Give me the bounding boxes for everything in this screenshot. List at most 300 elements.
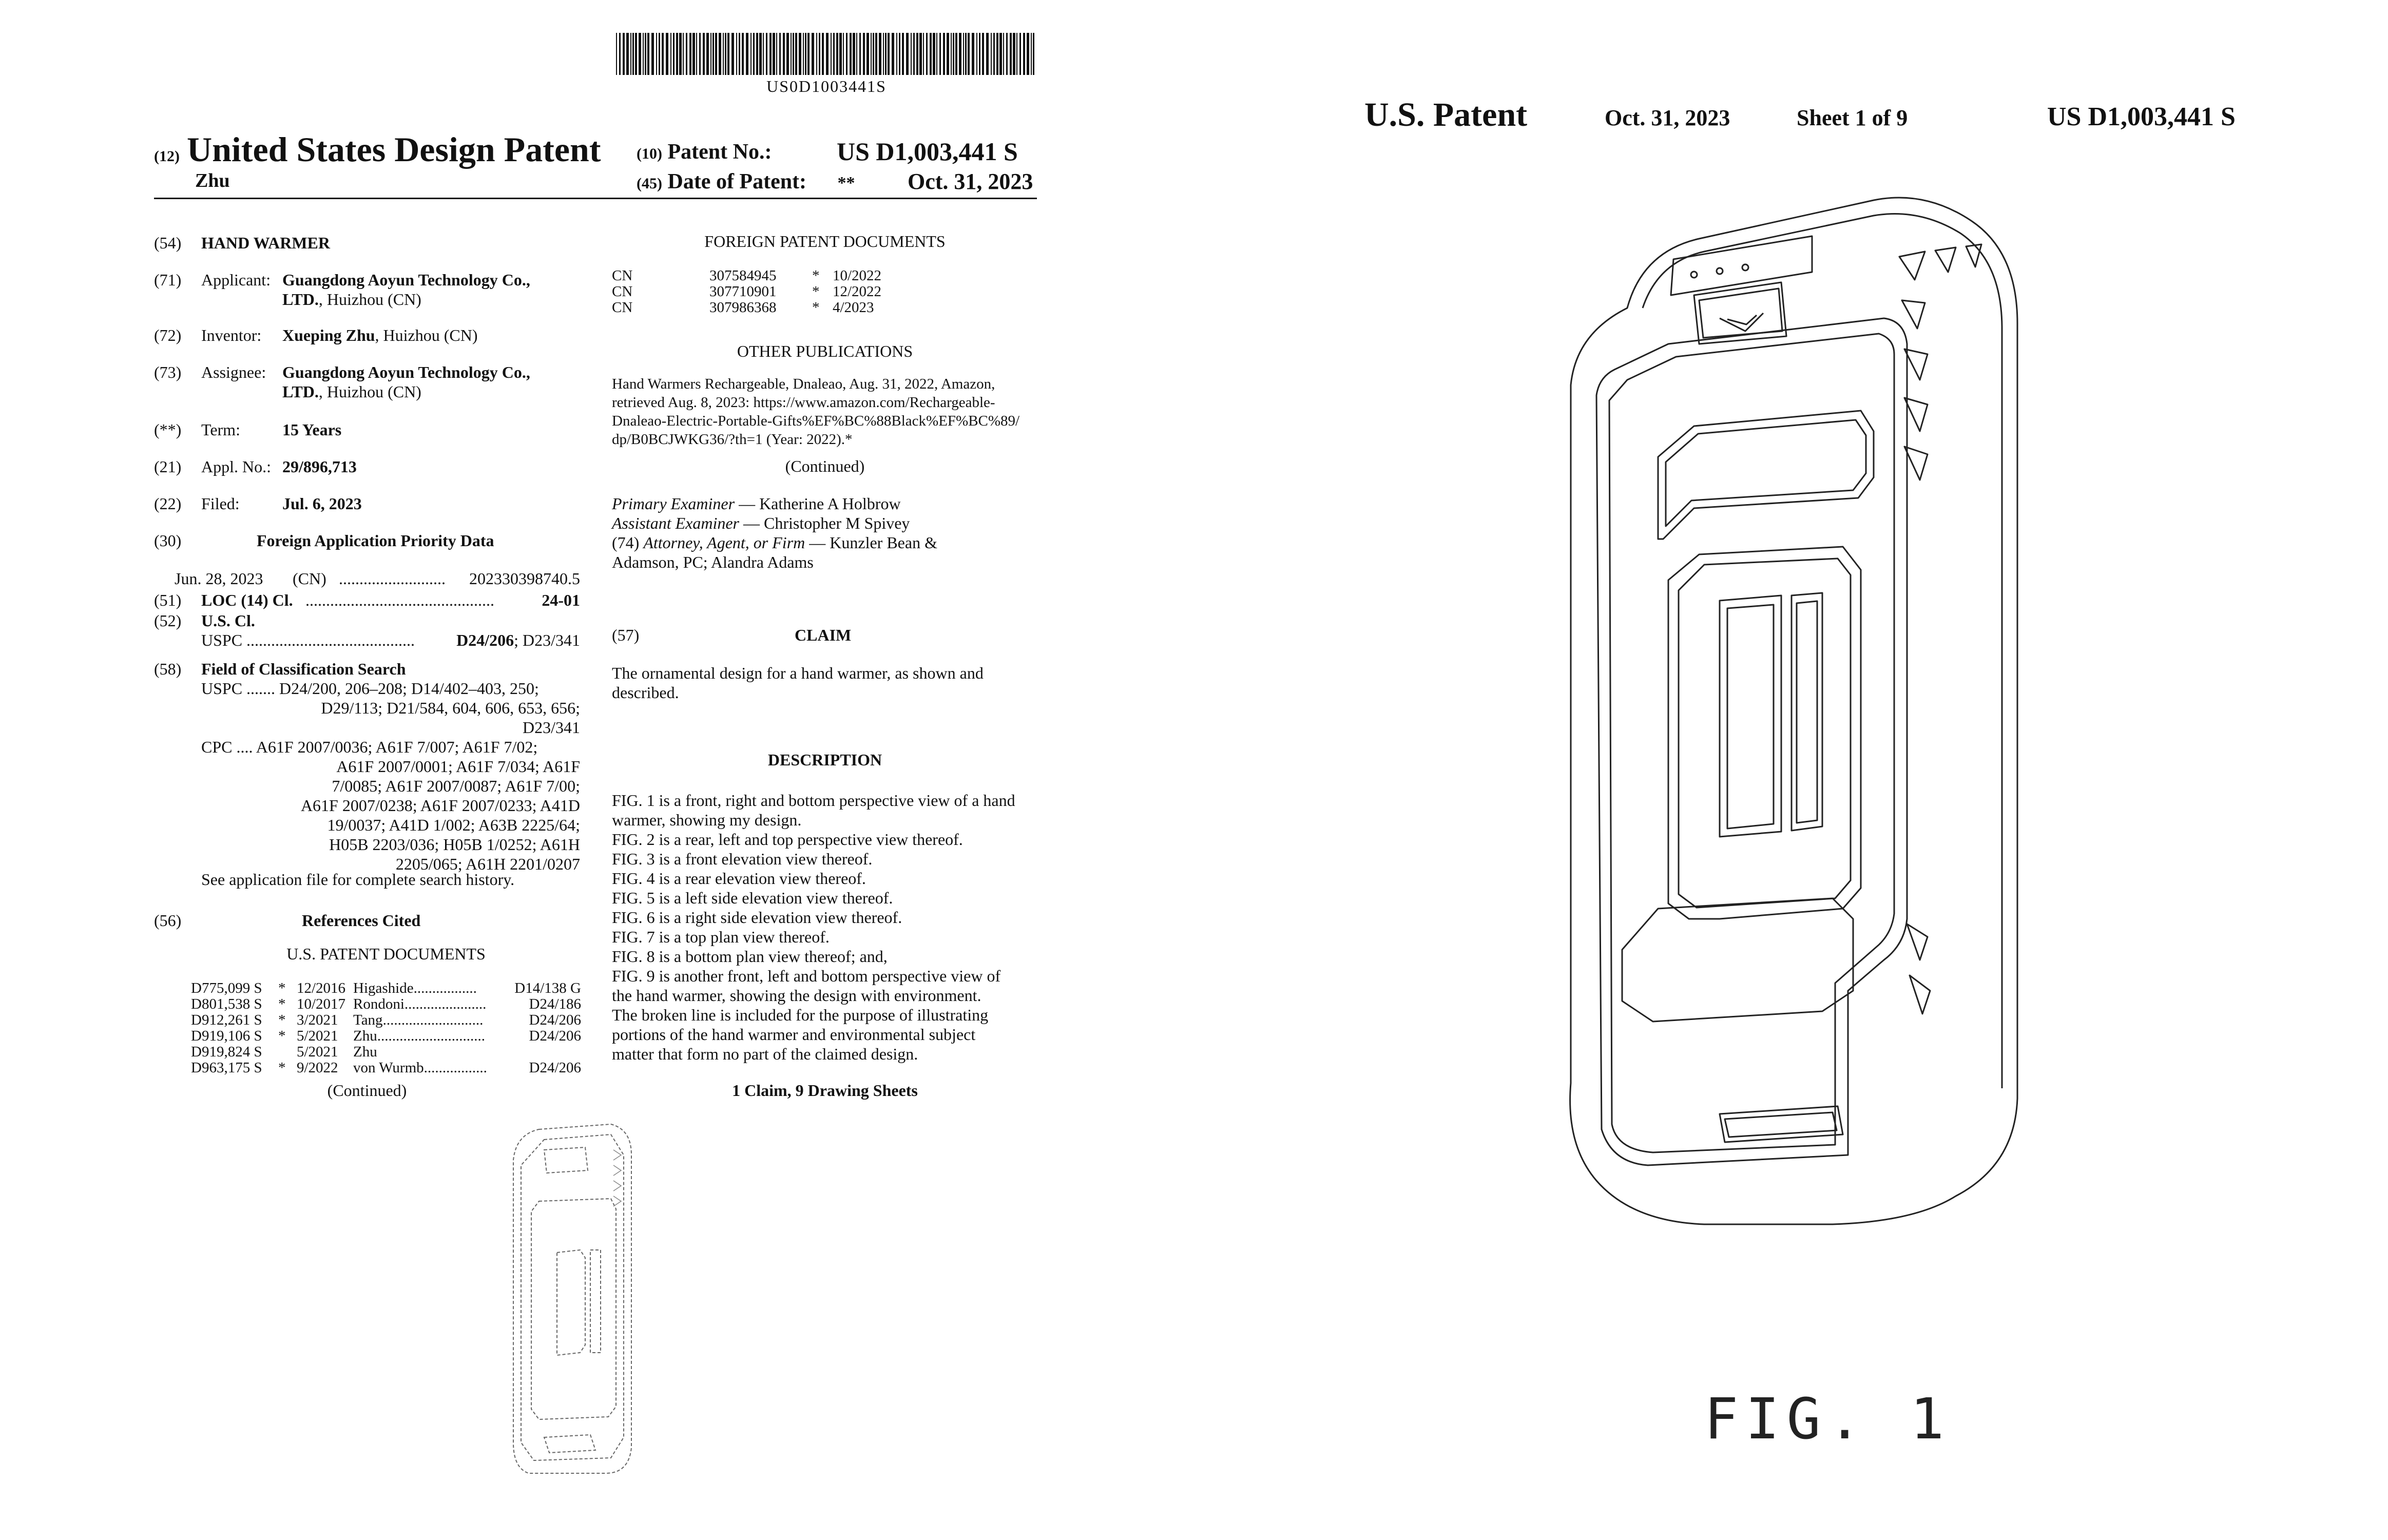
appl-no-value: 29/896,713 — [282, 457, 357, 476]
ref-name — [353, 980, 514, 996]
barcode-bar — [853, 33, 855, 75]
barcode-bar — [1003, 33, 1004, 75]
ref-inventor: Zhu — [353, 1044, 377, 1060]
barcode-bar — [742, 33, 744, 75]
barcode-bar — [883, 33, 884, 75]
barcode-bar — [1023, 33, 1025, 75]
ref-name — [353, 1012, 529, 1028]
barcode-bar — [923, 33, 924, 75]
ref-star — [278, 1044, 297, 1060]
field-code: (**) — [154, 420, 182, 439]
barcode-bar — [850, 33, 852, 75]
title-code: (12) — [154, 148, 180, 165]
barcode-bar — [863, 33, 865, 75]
patent-date-mark: ** — [837, 174, 855, 192]
barcode-bar — [1016, 33, 1017, 75]
search-classes — [201, 679, 580, 874]
barcode-bar — [846, 33, 848, 75]
ref-name — [353, 1060, 529, 1076]
barcode-bar — [779, 33, 781, 75]
barcode-bar — [656, 33, 657, 75]
patent-number: US D1,003,441 S — [837, 137, 1018, 166]
priority-row — [175, 569, 580, 588]
field-code: (71) — [154, 271, 182, 289]
description-line: warmer, showing my design. — [612, 811, 802, 829]
barcode-bar — [647, 33, 649, 75]
claim-line: The ornamental design for a hand warmer, as shown and — [612, 664, 984, 682]
barcode-bar — [727, 33, 729, 75]
ref-class: D14/138 G — [514, 980, 581, 996]
ref-leader: ........................... — [382, 1012, 484, 1028]
barcode-bar — [965, 33, 967, 75]
barcode-bar — [616, 33, 617, 75]
barcode-bar — [686, 33, 687, 75]
assignee-name: Guangdong Aoyun Technology Co., — [282, 363, 530, 381]
applicant-name-cont: LTD. — [282, 290, 319, 309]
other-pubs-heading: OTHER PUBLICATIONS — [737, 342, 913, 360]
examiners — [612, 494, 1038, 572]
assignee-location: , Huizhou (CN) — [318, 382, 421, 401]
loc-leader: .............................................. — [305, 591, 494, 609]
barcode-bar — [826, 33, 829, 75]
fp-date: 4/2023 — [833, 299, 874, 316]
attorney: — Kunzler Bean & — [805, 533, 937, 552]
barcode-bar — [843, 33, 844, 75]
barcode-bar — [706, 33, 709, 75]
uspc-label: USPC — [201, 631, 243, 649]
barcode-bar — [911, 33, 912, 75]
barcode-bar — [866, 33, 869, 75]
fp-star: * — [812, 267, 820, 284]
barcode-bar — [805, 33, 806, 75]
title-text: United States Design Patent — [186, 130, 601, 169]
claims-drawings-count: 1 Claim, 9 Drawing Sheets — [732, 1081, 918, 1100]
barcode-bar — [856, 33, 857, 75]
patent-number-label — [637, 140, 772, 164]
us-patent-table — [191, 980, 581, 1076]
ref-leader: ................. — [413, 980, 477, 996]
barcode-bar — [885, 33, 887, 75]
primary-examiner: — Katherine A Holbrow — [735, 494, 901, 513]
patent-date-label-text: Date of Patent: — [667, 170, 807, 194]
barcode-bar — [662, 33, 664, 75]
barcode-bar — [723, 33, 724, 75]
barcode-bar — [659, 33, 660, 75]
barcode-bar — [676, 33, 678, 75]
us-patent-row — [191, 1028, 581, 1044]
barcode-bar — [936, 33, 937, 75]
barcode-bar — [651, 33, 654, 75]
barcode-bar — [635, 33, 637, 75]
barcode-bar — [879, 33, 881, 75]
barcode-bar — [803, 33, 804, 75]
barcode-bar — [643, 33, 644, 75]
foreign-patent-table — [612, 268, 894, 316]
ref-number: D919,824 S — [191, 1044, 262, 1060]
barcode-bar — [993, 33, 995, 75]
description-line: FIG. 1 is a front, right and bottom perspective view of a hand — [612, 791, 1015, 810]
barcode-bar — [719, 33, 721, 75]
patent-number-label-text: Patent No.: — [667, 140, 772, 164]
barcode-bar — [839, 33, 842, 75]
fp-star: * — [812, 299, 820, 316]
claim-text — [612, 663, 1038, 702]
cpc-search-line: CPC .... A61F 2007/0036; A61F 7/007; A61F 7/02; — [201, 738, 538, 756]
priority-number: 202330398740.5 — [469, 569, 580, 588]
ref-date: 3/2021 — [297, 1012, 338, 1028]
barcode-bar — [899, 33, 900, 75]
foreign-patent-row — [612, 284, 894, 300]
barcode-bar — [833, 33, 835, 75]
barcode-bar — [766, 33, 767, 75]
claim-line: described. — [612, 683, 679, 702]
barcode-bar — [773, 33, 775, 75]
barcode-bar — [873, 33, 874, 75]
inventor-name: Xueping Zhu — [282, 326, 375, 344]
ref-star: * — [278, 980, 286, 996]
barcode-bar — [896, 33, 897, 75]
barcode-bar — [991, 33, 992, 75]
barcode-bar — [666, 33, 668, 75]
barcode-bar — [913, 33, 915, 75]
us-patent-row — [191, 1060, 581, 1076]
ref-inventor: Higashide — [353, 980, 414, 996]
barcode-bar — [919, 33, 922, 75]
field-code: (51) — [154, 591, 182, 609]
barcode-bar — [630, 33, 631, 75]
barcode-bar — [769, 33, 772, 75]
ref-leader: ...................... — [404, 996, 487, 1012]
description-line: the hand warmer, showing the design with environment. — [612, 986, 981, 1005]
barcode-bar — [812, 33, 814, 75]
barcode-bar — [1031, 33, 1032, 75]
references-heading: References Cited — [302, 911, 421, 930]
fp-country: CN — [612, 267, 633, 284]
priority-leader: .......................... — [339, 569, 446, 588]
barcode-bar — [943, 33, 945, 75]
ref-star: * — [278, 1028, 286, 1044]
barcode-bar — [963, 33, 964, 75]
barcode-bar — [786, 33, 789, 75]
ref-star: * — [278, 1012, 286, 1028]
ref-date: 5/2021 — [297, 1044, 338, 1060]
field-code: (58) — [154, 660, 182, 678]
ref-number: D963,175 S — [191, 1060, 262, 1076]
uspc-leader: ......................................... — [246, 631, 415, 649]
barcode-bar — [753, 33, 755, 75]
field-code: (73) — [154, 363, 182, 381]
field-code: (54) — [154, 234, 182, 252]
sheet-number: Sheet 1 of 9 — [1797, 105, 1908, 130]
figure-label: FIG. 1 — [1704, 1386, 1952, 1452]
description-line: matter that form no part of the claimed design. — [612, 1045, 918, 1063]
fp-date: 12/2022 — [833, 283, 882, 300]
barcode-bar — [696, 33, 697, 75]
barcode-bar — [739, 33, 740, 75]
barcode-bar — [670, 33, 671, 75]
other-pub-line: retrieved Aug. 8, 2023: https://www.amazon.com/Rechargeable- — [612, 394, 995, 411]
description-line: FIG. 9 is another front, left and bottom perspective view of — [612, 967, 1001, 985]
field-label: Filed: — [201, 494, 240, 513]
barcode-bar — [689, 33, 691, 75]
fp-number: 307710901 — [709, 283, 777, 300]
barcode-bar — [715, 33, 717, 75]
other-pubs-continued: (Continued) — [785, 457, 865, 475]
barcode-bar — [822, 33, 824, 75]
description-line: The broken line is included for the purpose of illustrating — [612, 1006, 989, 1024]
barcode-bar — [793, 33, 794, 75]
foreign-patent-row — [612, 268, 894, 284]
field-code: (72) — [154, 326, 182, 344]
barcode-bar — [776, 33, 777, 75]
inventor-location: , Huizhou (CN) — [375, 326, 478, 344]
barcode-bar — [953, 33, 954, 75]
ref-inventor: Tang — [353, 1012, 383, 1028]
barcode-bar — [807, 33, 810, 75]
field-code: (22) — [154, 494, 182, 513]
barcode-number: US0D1003441S — [766, 77, 887, 95]
us-cl-label: U.S. Cl. — [201, 611, 255, 630]
search-label: Field of Classification Search — [201, 660, 406, 678]
ref-inventor: von Wurmb — [353, 1060, 424, 1076]
barcode-bar — [906, 33, 909, 75]
cpc-search-line: 7/0085; A61F 2007/0087; A61F 7/00; — [332, 777, 580, 795]
loc-label: LOC (14) Cl. — [201, 591, 293, 609]
search-note: See application file for complete search history. — [201, 870, 515, 889]
ref-leader: ............................. — [377, 1028, 485, 1044]
field-code: (52) — [154, 611, 182, 630]
uspc-search-line: D29/113; D21/584, 604, 606, 653, 656; — [321, 699, 580, 717]
barcode-bar — [871, 33, 872, 75]
ref-date: 9/2022 — [297, 1060, 338, 1076]
barcode — [616, 33, 1037, 75]
sheet-date: Oct. 31, 2023 — [1605, 105, 1730, 130]
cpc-search-line: A61F 2007/0001; A61F 7/034; A61F — [336, 757, 580, 776]
field-label: Assignee: — [201, 363, 266, 381]
fig1-drawing — [1566, 190, 2028, 1227]
fp-date: 10/2022 — [833, 267, 882, 284]
barcode-bar — [979, 33, 980, 75]
other-pub-line: Dnaleao-Electric-Portable-Gifts%EF%BC%88Black%EF%BC%89/ — [612, 413, 1020, 429]
barcode-bar — [791, 33, 792, 75]
field-code: (56) — [154, 911, 182, 930]
barcode-bar — [976, 33, 977, 75]
barcode-bar — [626, 33, 629, 75]
barcode-bar — [947, 33, 949, 75]
ref-leader: ................. — [423, 1060, 487, 1076]
barcode-bar — [939, 33, 941, 75]
fp-country: CN — [612, 299, 633, 316]
ref-date: 5/2021 — [297, 1028, 338, 1044]
ref-name — [353, 1044, 581, 1060]
patent-type-title — [154, 129, 601, 170]
sheet-patent-label: U.S. Patent — [1364, 96, 1528, 133]
barcode-bar — [972, 33, 974, 75]
claim-heading: CLAIM — [795, 626, 852, 644]
barcode-bar — [1033, 33, 1034, 75]
field-code: (21) — [154, 457, 182, 476]
ref-number: D801,538 S — [191, 996, 262, 1012]
barcode-bar — [639, 33, 641, 75]
barcode-bar — [836, 33, 838, 75]
barcode-bar — [645, 33, 646, 75]
fp-number: 307584945 — [709, 267, 777, 284]
ref-number: D912,261 S — [191, 1012, 262, 1028]
foreign-docs-heading: FOREIGN PATENT DOCUMENTS — [704, 232, 946, 251]
barcode-bar — [1006, 33, 1008, 75]
primary-examiner-label: Primary Examiner — [612, 494, 735, 513]
description-line: FIG. 5 is a left side elevation view thereof. — [612, 889, 893, 907]
ref-number: D919,106 S — [191, 1028, 262, 1044]
barcode-bar — [819, 33, 820, 75]
barcode-bar — [982, 33, 984, 75]
barcode-bar — [1010, 33, 1012, 75]
us-patent-row — [191, 1044, 581, 1060]
barcode-bar — [673, 33, 675, 75]
barcode-bar — [699, 33, 701, 75]
description-line: FIG. 3 is a front elevation view thereof. — [612, 850, 873, 868]
barcode-bar — [951, 33, 952, 75]
barcode-bar — [892, 33, 894, 75]
header-rule — [154, 198, 1037, 199]
barcode-bar — [930, 33, 932, 75]
patent-number-code: (10) — [637, 145, 662, 162]
ref-class: D24/206 — [529, 1028, 581, 1044]
barcode-bar — [692, 33, 695, 75]
description-text — [612, 791, 1038, 1064]
cpc-search-line: H05B 2203/036; H05B 1/0252; A61H — [329, 835, 580, 854]
uspc-secondary: ; D23/341 — [514, 631, 580, 649]
barcode-bar — [968, 33, 970, 75]
barcode-bar — [959, 33, 961, 75]
description-line: FIG. 8 is a bottom plan view thereof; and, — [612, 947, 888, 966]
field-code: (30) — [154, 531, 182, 550]
patent-date-label — [637, 169, 855, 194]
assistant-examiner: — Christopher M Spivey — [739, 514, 910, 532]
claim-code: (57) — [612, 626, 640, 644]
barcode-bar — [703, 33, 705, 75]
field-label: Appl. No.: — [201, 457, 271, 476]
priority-date: Jun. 28, 2023 — [175, 569, 263, 588]
fp-star: * — [812, 283, 820, 300]
other-pub-line: dp/B0BCJWKG36/?th=1 (Year: 2022).* — [612, 431, 853, 448]
applicant-location: , Huizhou (CN) — [318, 290, 421, 309]
cpc-search-line: 19/0037; A41D 1/002; A63B 2225/64; — [327, 816, 580, 834]
us-patent-row — [191, 980, 581, 996]
us-patent-docs-heading: U.S. PATENT DOCUMENTS — [286, 945, 486, 963]
barcode-bar — [712, 33, 714, 75]
barcode-bar — [1013, 33, 1015, 75]
barcode-bar — [731, 33, 734, 75]
thumbnail-drawing — [508, 1119, 637, 1478]
other-pubs-text — [612, 375, 1038, 449]
priority-heading: Foreign Application Priority Data — [257, 531, 494, 550]
barcode-bar — [799, 33, 801, 75]
barcode-bar — [759, 33, 762, 75]
barcode-bar — [683, 33, 684, 75]
barcode-bar — [902, 33, 904, 75]
barcode-bar — [888, 33, 890, 75]
description-line: portions of the hand warmer and environmental subject — [612, 1025, 976, 1044]
barcode-bar — [916, 33, 918, 75]
cpc-search-line: A61F 2007/0238; A61F 2007/0233; A41D — [300, 796, 580, 815]
fp-number: 307986368 — [709, 299, 777, 316]
barcode-bar — [750, 33, 752, 75]
ref-name — [353, 996, 529, 1012]
foreign-patent-row — [612, 300, 894, 316]
barcode-bar — [986, 33, 989, 75]
ref-class: D24/186 — [529, 996, 581, 1012]
filed-value: Jul. 6, 2023 — [282, 494, 362, 513]
field-label: Applicant: — [201, 271, 271, 289]
description-line: FIG. 6 is a right side elevation view thereof. — [612, 908, 902, 927]
barcode-bar — [632, 33, 634, 75]
fp-country: CN — [612, 283, 633, 300]
uspc-search-line: D23/341 — [523, 718, 580, 737]
barcode-bar — [736, 33, 737, 75]
references-continued: (Continued) — [327, 1081, 407, 1100]
barcode-bar — [783, 33, 785, 75]
barcode-bar — [859, 33, 861, 75]
design-title: HAND WARMER — [201, 234, 330, 252]
patent-date-code: (45) — [637, 175, 662, 192]
field-label: Inventor: — [201, 326, 262, 344]
barcode-bar — [746, 33, 748, 75]
barcode-bar — [679, 33, 682, 75]
ref-number: D775,099 S — [191, 980, 262, 996]
ref-inventor: Rondoni — [353, 996, 405, 1012]
assignee-name-cont: LTD. — [282, 382, 319, 401]
term-value: 15 Years — [282, 420, 342, 439]
field-label: Term: — [201, 420, 240, 439]
cpc-search-line: 2205/065; A61H 2201/0207 — [395, 855, 580, 873]
description-line: FIG. 2 is a rear, left and top perspective view thereof. — [612, 830, 963, 849]
us-patent-row — [191, 996, 581, 1012]
barcode-bar — [1019, 33, 1021, 75]
ref-star: * — [278, 1060, 286, 1076]
barcode-bar — [795, 33, 797, 75]
assistant-examiner-label: Assistant Examiner — [612, 514, 739, 532]
description-line: FIG. 7 is a top plan view thereof. — [612, 928, 830, 946]
attorney-code: (74) — [612, 533, 640, 552]
barcode-bar — [926, 33, 928, 75]
us-patent-row — [191, 1012, 581, 1028]
header-inventor: Zhu — [195, 170, 230, 191]
applicant-name: Guangdong Aoyun Technology Co., — [282, 271, 530, 289]
description-line: FIG. 4 is a rear elevation view thereof. — [612, 869, 866, 888]
barcode-bar — [619, 33, 621, 75]
ref-inventor: Zhu — [353, 1028, 377, 1044]
barcode-bar — [875, 33, 877, 75]
barcode-bar — [816, 33, 817, 75]
ref-star: * — [278, 996, 286, 1012]
description-heading: DESCRIPTION — [767, 750, 882, 769]
uspc-search-line: USPC ....... D24/200, 206–208; D14/402–403, 250; — [201, 679, 539, 698]
priority-country: (CN) — [293, 569, 326, 588]
patent-date: Oct. 31, 2023 — [908, 169, 1033, 194]
ref-class: D24/206 — [529, 1060, 581, 1076]
barcode-bar — [710, 33, 711, 75]
uspc-primary: D24/206 — [456, 631, 514, 649]
barcode-bar — [756, 33, 758, 75]
attorney-cont: Adamson, PC; Alandra Adams — [612, 553, 814, 571]
barcode-bar — [831, 33, 832, 75]
barcode-bar — [763, 33, 764, 75]
ref-date: 12/2016 — [297, 980, 346, 996]
other-pub-line: Hand Warmers Rechargeable, Dnaleao, Aug. 31, 2022, Amazon, — [612, 376, 995, 392]
ref-name — [353, 1028, 529, 1044]
barcode-bar — [725, 33, 726, 75]
